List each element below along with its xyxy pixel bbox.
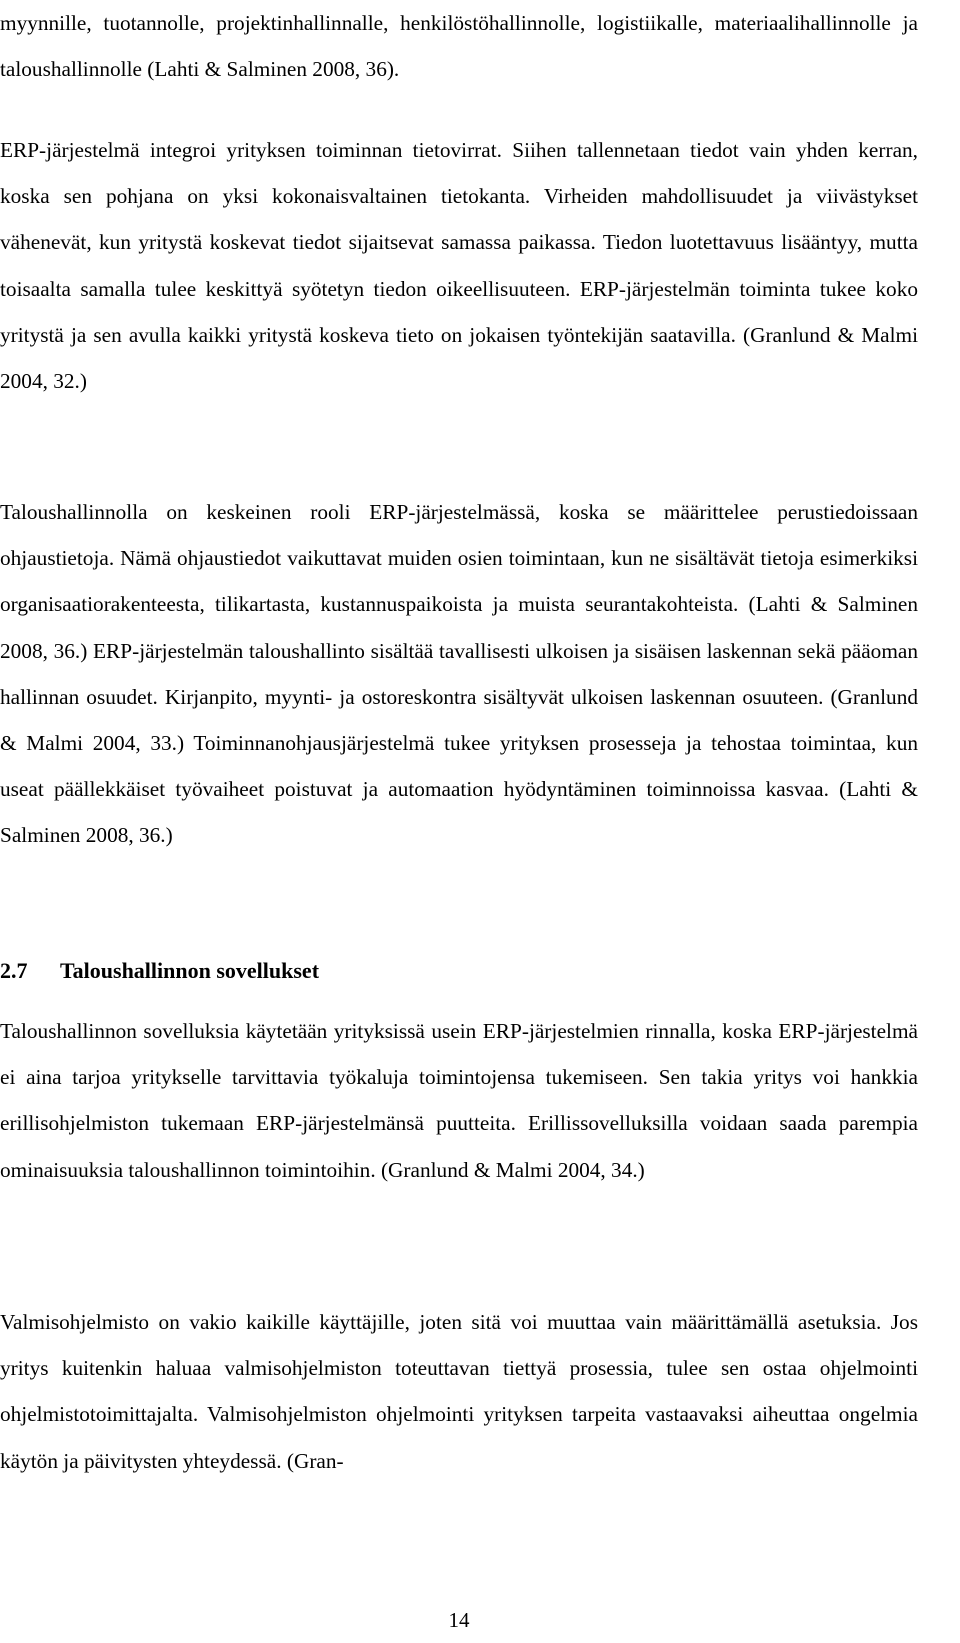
- paragraph-financial-management-role: Taloushallinnolla on keskeinen rooli ERP-järjestelmässä, koska se määrittelee perustiedoissaan ohjaustietoja. Nämä ohjaustiedot vaikuttavat muiden osien toimintaan, kun ne sisältävät tietoja esimerkiksi organisaatiorakenteesta, tilikartasta, kustannuspaikoista ja muista seurantakohteista. (Lahti & Salminen 2008, 36.) ERP-järjestelmän taloushallinto sisältää tavallisesti ulkoisen ja sisäisen laskennan sekä pääoman hallinnan osuudet. Kirjanpito, myynti- ja ostoreskontra sisältyvät ulkoisen laskennan osuuteen. (Granlund & Malmi 2004, 33.) Toiminnanohjausjärjestelmä tukee yrityksen prosesseja ja tehostaa toimintaa, kun useat päällekkäiset työvaiheet poistuvat ja automaation hyödyntäminen toiminnoissa kasvaa. (Lahti & Salminen 2008, 36.): [0, 500, 918, 848]
- section-heading: [0, 948, 319, 994]
- section-title: Taloushallinnon sovellukset: [60, 958, 320, 983]
- paragraph-financial-applications: Taloushallinnon sovelluksia käytetään yrityksissä usein ERP-järjestelmien rinnalla, koska ERP-järjestelmä ei aina tarjoa yritykselle tarvittavia työkaluja toimintojensa tukemiseen. Sen takia yritys voi hankkia erillisohjelmiston tukemaan ERP-järjestelmänsä puutteita. Erillissovelluksilla voidaan saada parempia ominaisuuksia taloushallinnon toimintoihin. (Granlund & Malmi 2004, 34.): [0, 1019, 918, 1182]
- paragraph-packaged-software: Valmisohjelmisto on vakio kaikille käyttäjille, joten sitä voi muuttaa vain määrittämällä asetuksia. Jos yritys kuitenkin haluaa valmisohjelmiston toteuttavan tiettyä prosessia, tulee sen ostaa ohjelmointi ohjelmistotoimittajalta. Valmisohjelmiston ohjelmointi yrityksen tarpeita vastaavaksi aiheuttaa ongelmia käytön ja päivitysten yhteydessä. (Gran-: [0, 1310, 918, 1473]
- paragraph-erp-functions-end: myynnille, tuotannolle, projektinhallinnalle, henkilöstöhallinnolle, logistiikalle, materiaalihallinnolle ja taloushallinnolle (Lahti & Salminen 2008, 36).: [0, 11, 918, 82]
- paragraph-erp-integration: ERP-järjestelmä integroi yrityksen toiminnan tietovirrat. Siihen tallennetaan tiedot vain yhden kerran, koska sen pohjana on yksi kokonaisvaltainen tietokanta. Virheiden mahdollisuudet ja viivästykset vähenevät, kun yritystä koskevat tiedot sijaitsevat samassa paikassa. Tiedon luotettavuus lisääntyy, mutta toisaalta samalla tulee keskittyä syötetyn tiedon oikeellisuuteen. ERP-järjestelmän toiminta tukee koko yritystä ja sen avulla kaikki yritystä koskeva tieto on jokaisen työntekijän saatavilla. (Granlund & Malmi 2004, 32.): [0, 138, 918, 394]
- section-number: 2.7: [0, 958, 28, 983]
- page-number: 14: [448, 1608, 470, 1632]
